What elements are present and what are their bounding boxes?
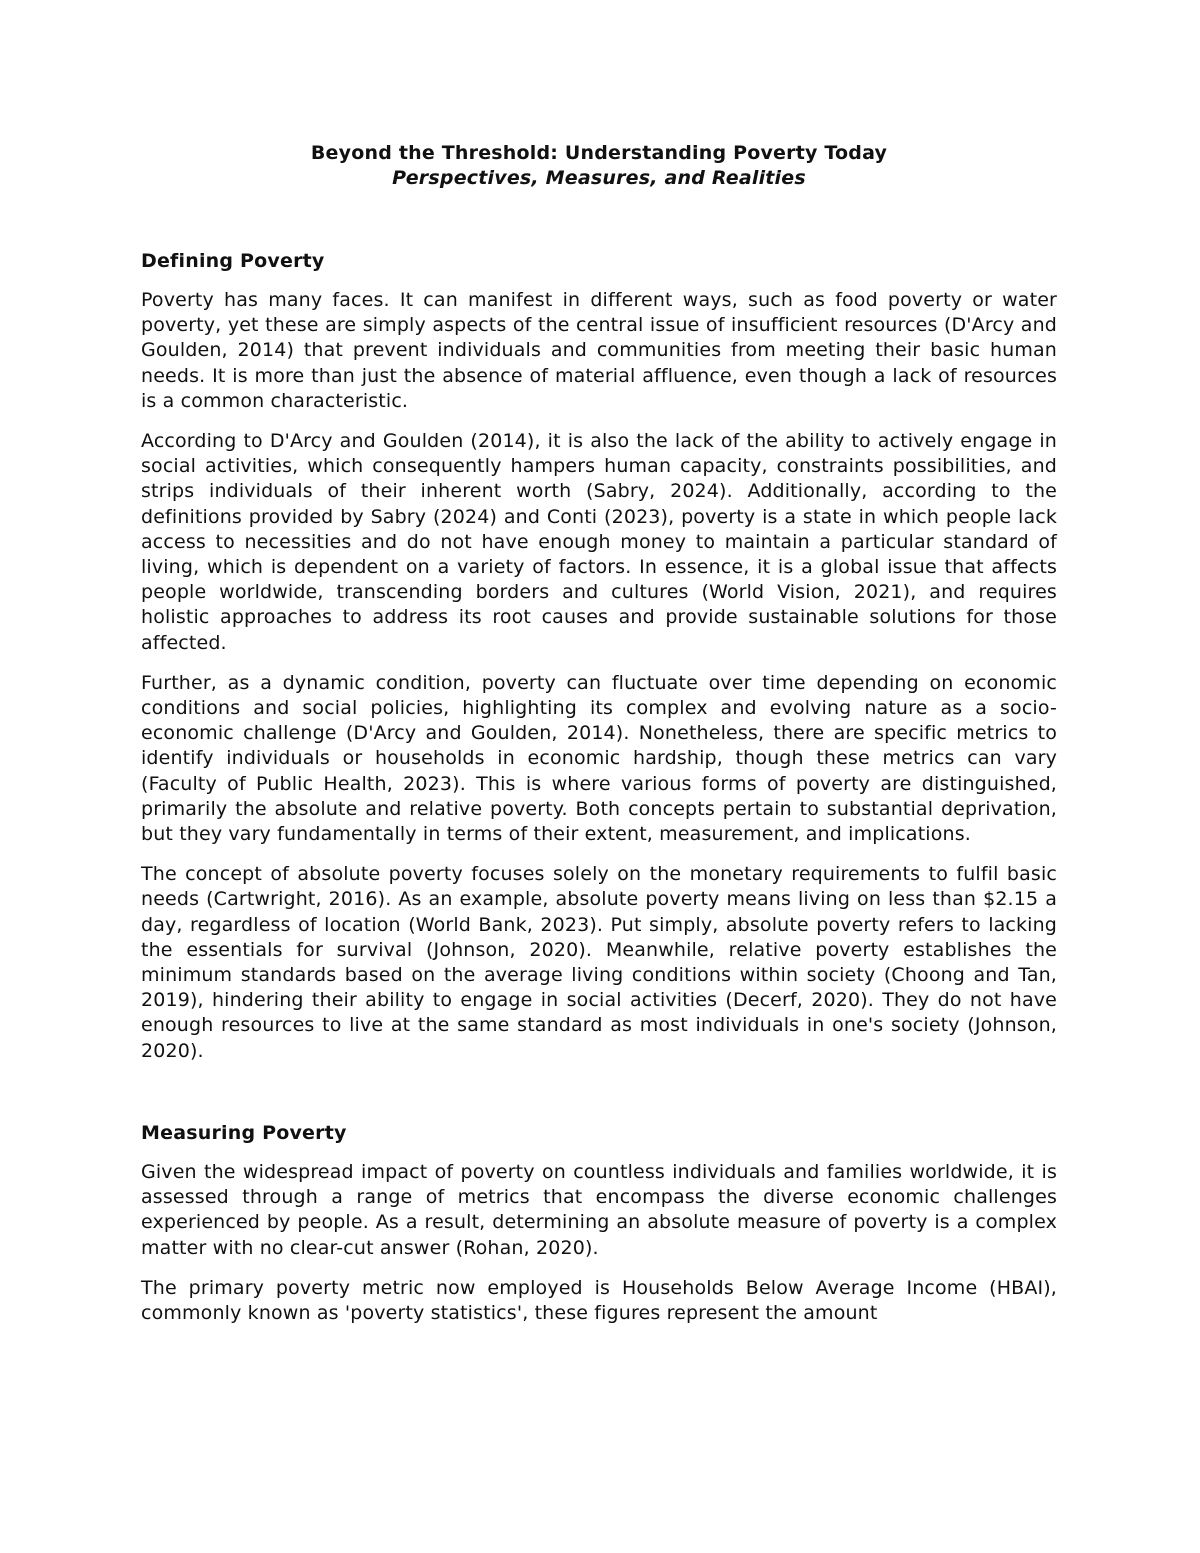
section-heading-defining-poverty: Defining Poverty	[141, 250, 325, 272]
document-title: Beyond the Threshold: Understanding Poverty Today	[310, 142, 888, 164]
document-subtitle: Perspectives, Measures, and Realities	[392, 167, 806, 189]
paragraph: Given the widespread impact of poverty on countless individuals and families worldwide, it is assessed through a range of metrics that encompass the diverse economic challenges experienced by people. As a result, determining an absolute measure of poverty is a complex matter with no clear-cut answer (Rohan, 2020).	[141, 1160, 1057, 1259]
section-heading-measuring-poverty: Measuring Poverty	[141, 1121, 347, 1144]
paragraph: According to D'Arcy and Goulden (2014), it is also the lack of the ability to actively engage in social activities, which consequently hampers human capacity, constraints possibilities, and strips individuals of their inherent worth (Sabry, 2024). Additionally, according to the definitions provided by Sabry (2024) and Conti (2023), poverty is a state in which people lack access to necessities and do not have enough money to maintain a particular standard of living, which is dependent on a variety of factors. In essence, it is a global issue that affects people worldwide, transcending borders and cultures (World Vision, 2021), and requires holistic approaches to address its root causes and provide sustainable solutions for those affected.	[141, 430, 1057, 654]
paragraph: Poverty has many faces. It can manifest in different ways, such as food poverty or water poverty, yet these are simply aspects of the central issue of insufficient resources (D'Arcy and Goulden, 2014) that prevent individuals and communities from meeting their basic human needs. It is more than just the absence of material affluence, even though a lack of resources is a common characteristic.	[141, 289, 1057, 412]
paragraph: The concept of absolute poverty focuses solely on the monetary requirements to fulfil basic needs (Cartwright, 2016). As an example, absolute poverty means living on less than $2.15 a day, regardless of location (World Bank, 2023). Put simply, absolute poverty refers to lacking the essentials for survival (Johnson, 2020). Meanwhile, relative poverty establishes the minimum standards based on the average living conditions within society (Choong and Tan, 2019), hindering their ability to engage in social activities (Decerf, 2020). They do not have enough resources to live at the same standard as most individuals in one's society (Johnson, 2020).	[141, 863, 1057, 1062]
paragraph: Further, as a dynamic condition, poverty can fluctuate over time depending on economic conditions and social policies, highlighting its complex and evolving nature as a socio-economic challenge (D'Arcy and Goulden, 2014). Nonetheless, there are specific metrics to identify individuals or households in economic hardship, though these metrics can vary (Faculty of Public Health, 2023). This is where various forms of poverty are distinguished, primarily the absolute and relative poverty. Both concepts pertain to substantial deprivation, but they vary fundamentally in terms of their extent, measurement, and implications.	[141, 671, 1057, 846]
document-page	[141, 141, 1057, 1326]
paragraph: The primary poverty metric now employed is Households Below Average Income (HBAI), commonly known as 'poverty statistics', these figures represent the amount	[141, 1276, 1057, 1324]
